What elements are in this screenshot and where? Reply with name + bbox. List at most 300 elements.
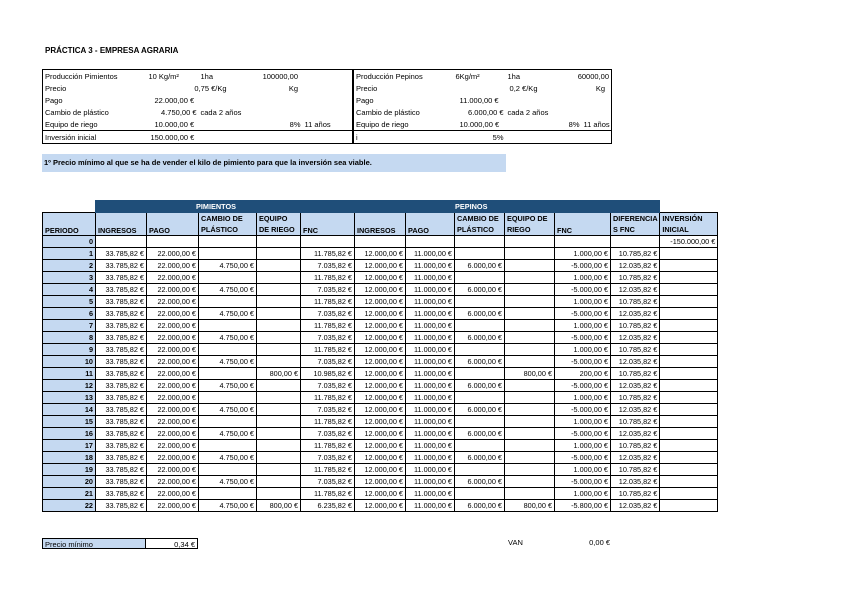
cell-plastico — [199, 320, 257, 332]
cell-diferencia: 12.035,82 € — [611, 356, 660, 368]
header-riego: EQUIPO DE RIEGO — [257, 213, 301, 236]
header-diferencia: DIFERENCIA S FNC — [611, 213, 660, 236]
cell-ingresos: 33.785,82 € — [96, 356, 147, 368]
info-value: 10 Kg/m² — [148, 71, 179, 81]
cell-ingresos-pepinos: 12.000,00 € — [355, 404, 406, 416]
cell-plastico — [199, 296, 257, 308]
info-value: 6.000,00 € — [468, 107, 504, 117]
info-label: Cambio de plástico — [356, 107, 420, 117]
cell-pago-pepinos: 11.000,00 € — [406, 332, 455, 344]
info-label: Pago — [45, 95, 63, 105]
info-value: 5% — [454, 131, 506, 144]
cell-fnc: 7.035,82 € — [301, 260, 355, 272]
cell-riego — [257, 404, 301, 416]
cell-pago-pepinos: 11.000,00 € — [406, 488, 455, 500]
cell-fnc-pepinos: -5.000,00 € — [555, 308, 611, 320]
cell-plastico — [199, 344, 257, 356]
cell-plastico-pepinos: 6.000,00 € — [455, 476, 505, 488]
cell-plastico — [199, 464, 257, 476]
info-value: 6Kg/m² — [455, 71, 480, 81]
cell-inversion — [660, 284, 718, 296]
cell-diferencia: 10.785,82 € — [611, 272, 660, 284]
cell-fnc: 7.035,82 € — [301, 428, 355, 440]
cell-plastico-pepinos — [455, 248, 505, 260]
cell-inversion — [660, 272, 718, 284]
cell-pago-pepinos: 11.000,00 € — [406, 452, 455, 464]
pepinos-info-table — [353, 69, 612, 144]
cell-riego-pepinos — [505, 248, 555, 260]
cell-pago — [147, 236, 199, 248]
cell-ingresos-pepinos: 12.000,00 € — [355, 500, 406, 512]
header-plastico-pepinos: CAMBIO DE PLÁSTICO — [455, 213, 505, 236]
cell-diferencia: 10.785,82 € — [611, 392, 660, 404]
cell-periodo: 8 — [43, 332, 96, 344]
info-row-inversion — [43, 131, 353, 144]
cell-inversion — [660, 500, 718, 512]
info-row-precio — [354, 82, 612, 94]
cell-ingresos: 33.785,82 € — [96, 452, 147, 464]
table-row — [43, 368, 718, 380]
info-row-plastico — [354, 106, 612, 118]
cell-ingresos: 33.785,82 € — [96, 380, 147, 392]
cell-inversion — [660, 440, 718, 452]
cell-plastico-pepinos — [455, 344, 505, 356]
cell-periodo: 16 — [43, 428, 96, 440]
cell-plastico-pepinos: 6.000,00 € — [455, 260, 505, 272]
cell-riego-pepinos — [505, 272, 555, 284]
van-value: 0,00 € — [589, 538, 610, 547]
cell-plastico-pepinos: 6.000,00 € — [455, 356, 505, 368]
page-title: PRÁCTICA 3 - EMPRESA AGRARIA — [45, 46, 179, 55]
cell-riego-pepinos — [505, 488, 555, 500]
cell-riego-pepinos — [505, 344, 555, 356]
cell-ingresos: 33.785,82 € — [96, 404, 147, 416]
cell-plastico-pepinos: 6.000,00 € — [455, 428, 505, 440]
cell-inversion — [660, 356, 718, 368]
cell-ingresos-pepinos: 12.000,00 € — [355, 296, 406, 308]
cell-inversion — [660, 428, 718, 440]
cell-fnc-pepinos: -5.000,00 € — [555, 380, 611, 392]
cell-ingresos-pepinos: 12.000,00 € — [355, 260, 406, 272]
cell-ingresos-pepinos: 12.000,00 € — [355, 272, 406, 284]
cell-fnc: 11.785,82 € — [301, 320, 355, 332]
cell-diferencia: 12.035,82 € — [611, 380, 660, 392]
cell-riego-pepinos — [505, 452, 555, 464]
info-value: 8% — [568, 119, 580, 129]
cell-plastico — [199, 248, 257, 260]
cell-riego-pepinos — [505, 236, 555, 248]
cell-diferencia: 10.785,82 € — [611, 440, 660, 452]
cell-fnc-pepinos: 1.000,00 € — [555, 416, 611, 428]
cell-fnc: 7.035,82 € — [301, 380, 355, 392]
cell-fnc: 7.035,82 € — [301, 308, 355, 320]
cell-periodo: 11 — [43, 368, 96, 380]
cell-ingresos: 33.785,82 € — [96, 344, 147, 356]
cell-pago: 22.000,00 € — [147, 320, 199, 332]
cell-plastico: 4.750,00 € — [199, 356, 257, 368]
cell-inversion — [660, 452, 718, 464]
cell-diferencia: 10.785,82 € — [611, 368, 660, 380]
cell-plastico-pepinos — [455, 368, 505, 380]
cell-riego-pepinos — [505, 332, 555, 344]
table-row — [43, 296, 718, 308]
cell-ingresos: 33.785,82 € — [96, 416, 147, 428]
cell-riego — [257, 296, 301, 308]
question-banner: 1º Precio mínimo al que se ha de vender el kilo de pimiento para que la inversión sea viable. — [42, 154, 506, 172]
cell-riego — [257, 356, 301, 368]
cell-pago: 22.000,00 € — [147, 356, 199, 368]
cell-riego — [257, 476, 301, 488]
cell-riego-pepinos — [505, 356, 555, 368]
info-value: 11 años — [583, 119, 610, 129]
info-value: 22.000,00 € — [154, 95, 195, 105]
cell-fnc-pepinos: -5.000,00 € — [555, 452, 611, 464]
table-row — [43, 320, 718, 332]
cell-inversion — [660, 332, 718, 344]
info-value: 0,2 €/Kg — [509, 83, 538, 93]
header-inversion: INVERSIÓN INICIAL — [660, 213, 718, 236]
cell-inversion: -150.000,00 € — [660, 236, 718, 248]
info-value: 150.000,00 € — [147, 131, 257, 144]
cell-riego — [257, 284, 301, 296]
cell-fnc: 11.785,82 € — [301, 344, 355, 356]
header-ingresos-pepinos: INGRESOS — [355, 213, 406, 236]
cell-ingresos: 33.785,82 € — [96, 320, 147, 332]
cell-riego — [257, 344, 301, 356]
info-row-produccion — [43, 70, 353, 83]
cell-periodo: 18 — [43, 452, 96, 464]
cell-diferencia — [611, 236, 660, 248]
header-pago: PAGO — [147, 213, 199, 236]
info-value: 8% — [289, 119, 301, 129]
cell-fnc: 11.785,82 € — [301, 416, 355, 428]
cell-periodo: 20 — [43, 476, 96, 488]
group-header-row — [43, 201, 718, 213]
cell-periodo: 21 — [43, 488, 96, 500]
van-label: VAN — [508, 538, 523, 547]
cell-riego: 800,00 € — [257, 500, 301, 512]
table-row — [43, 404, 718, 416]
cell-pago-pepinos: 11.000,00 € — [406, 476, 455, 488]
table-row — [43, 344, 718, 356]
cell-riego — [257, 320, 301, 332]
cell-pago-pepinos: 11.000,00 € — [406, 284, 455, 296]
cell-periodo: 12 — [43, 380, 96, 392]
info-label: Inversión inicial — [43, 131, 147, 144]
cell-fnc-pepinos: 1.000,00 € — [555, 344, 611, 356]
cell-ingresos: 33.785,82 € — [96, 476, 147, 488]
cell-pago-pepinos: 11.000,00 € — [406, 356, 455, 368]
cell-ingresos: 33.785,82 € — [96, 308, 147, 320]
cell-fnc-pepinos — [555, 236, 611, 248]
precio-minimo-label: Precio mínimo — [42, 538, 146, 549]
cell-ingresos-pepinos: 12.000,00 € — [355, 476, 406, 488]
cell-pago-pepinos: 11.000,00 € — [406, 440, 455, 452]
cell-fnc-pepinos: 1.000,00 € — [555, 296, 611, 308]
cell-ingresos: 33.785,82 € — [96, 368, 147, 380]
info-row-produccion — [354, 70, 612, 83]
cell-pago-pepinos: 11.000,00 € — [406, 296, 455, 308]
cell-plastico-pepinos: 6.000,00 € — [455, 380, 505, 392]
cell-fnc-pepinos: 200,00 € — [555, 368, 611, 380]
info-value: 10.000,00 € — [459, 119, 500, 129]
cell-riego — [257, 260, 301, 272]
cell-inversion — [660, 308, 718, 320]
table-row — [43, 392, 718, 404]
cell-pago-pepinos: 11.000,00 € — [406, 404, 455, 416]
cell-pago: 22.000,00 € — [147, 332, 199, 344]
cell-pago: 22.000,00 € — [147, 440, 199, 452]
cell-riego-pepinos — [505, 284, 555, 296]
cell-pago-pepinos: 11.000,00 € — [406, 428, 455, 440]
cell-fnc: 7.035,82 € — [301, 452, 355, 464]
cell-pago-pepinos: 11.000,00 € — [406, 500, 455, 512]
cell-pago: 22.000,00 € — [147, 404, 199, 416]
cell-riego — [257, 488, 301, 500]
cell-inversion — [660, 248, 718, 260]
cell-plastico-pepinos: 6.000,00 € — [455, 308, 505, 320]
cell-ingresos-pepinos: 12.000,00 € — [355, 464, 406, 476]
cell-pago: 22.000,00 € — [147, 260, 199, 272]
info-value: 1ha — [200, 71, 214, 81]
cell-plastico-pepinos — [455, 464, 505, 476]
cell-ingresos-pepinos: 12.000,00 € — [355, 332, 406, 344]
info-label: Pago — [356, 95, 374, 105]
cell-pago: 22.000,00 € — [147, 272, 199, 284]
table-row — [43, 464, 718, 476]
cell-fnc: 7.035,82 € — [301, 404, 355, 416]
cell-ingresos: 33.785,82 € — [96, 284, 147, 296]
cell-pago: 22.000,00 € — [147, 488, 199, 500]
cell-ingresos: 33.785,82 € — [96, 296, 147, 308]
cell-plastico-pepinos — [455, 272, 505, 284]
cell-riego-pepinos — [505, 464, 555, 476]
cell-plastico: 4.750,00 € — [199, 452, 257, 464]
cell-fnc: 6.235,82 € — [301, 500, 355, 512]
cell-riego — [257, 440, 301, 452]
cell-fnc — [301, 236, 355, 248]
table-row — [43, 248, 718, 260]
cell-pago-pepinos: 11.000,00 € — [406, 392, 455, 404]
cell-riego-pepinos — [505, 440, 555, 452]
cell-pago-pepinos: 11.000,00 € — [406, 320, 455, 332]
cell-pago: 22.000,00 € — [147, 380, 199, 392]
cell-fnc-pepinos: 1.000,00 € — [555, 248, 611, 260]
cell-pago: 22.000,00 € — [147, 344, 199, 356]
cell-periodo: 19 — [43, 464, 96, 476]
info-value: 4.750,00 € — [161, 107, 197, 117]
cell-ingresos: 33.785,82 € — [96, 392, 147, 404]
cell-ingresos: 33.785,82 € — [96, 272, 147, 284]
cell-inversion — [660, 296, 718, 308]
cell-plastico: 4.750,00 € — [199, 404, 257, 416]
cell-plastico-pepinos — [455, 236, 505, 248]
cell-plastico: 4.750,00 € — [199, 260, 257, 272]
cell-inversion — [660, 392, 718, 404]
cell-ingresos: 33.785,82 € — [96, 464, 147, 476]
cell-fnc-pepinos: 1.000,00 € — [555, 320, 611, 332]
cell-fnc: 11.785,82 € — [301, 440, 355, 452]
info-value: 60000,00 — [577, 71, 610, 81]
cell-periodo: 14 — [43, 404, 96, 416]
cell-periodo: 2 — [43, 260, 96, 272]
cell-riego — [257, 452, 301, 464]
info-label: Precio — [45, 83, 67, 93]
cell-diferencia: 12.035,82 € — [611, 428, 660, 440]
info-row-riego — [354, 118, 612, 131]
cell-pago-pepinos: 11.000,00 € — [406, 416, 455, 428]
cell-riego — [257, 464, 301, 476]
cell-ingresos: 33.785,82 € — [96, 248, 147, 260]
cell-fnc-pepinos: 1.000,00 € — [555, 488, 611, 500]
info-label: i — [354, 131, 454, 144]
table-row — [43, 380, 718, 392]
cell-fnc-pepinos: -5.000,00 € — [555, 260, 611, 272]
cell-ingresos-pepinos: 12.000,00 € — [355, 488, 406, 500]
cell-plastico-pepinos — [455, 296, 505, 308]
cell-fnc-pepinos: -5.000,00 € — [555, 356, 611, 368]
cell-diferencia: 12.035,82 € — [611, 500, 660, 512]
info-row-interes — [354, 131, 612, 144]
cell-plastico: 4.750,00 € — [199, 476, 257, 488]
cell-riego-pepinos — [505, 392, 555, 404]
cell-ingresos: 33.785,82 € — [96, 488, 147, 500]
info-label: Producción Pepinos — [356, 71, 423, 81]
cell-fnc-pepinos: 1.000,00 € — [555, 392, 611, 404]
info-value: 11.000,00 € — [459, 95, 499, 105]
cell-pago: 22.000,00 € — [147, 392, 199, 404]
table-row — [43, 284, 718, 296]
cell-plastico-pepinos: 6.000,00 € — [455, 332, 505, 344]
cell-pago: 22.000,00 € — [147, 248, 199, 260]
cell-pago-pepinos: 11.000,00 € — [406, 344, 455, 356]
cell-plastico — [199, 236, 257, 248]
cell-plastico: 4.750,00 € — [199, 284, 257, 296]
info-row-plastico — [43, 106, 353, 118]
header-fnc: FNC — [301, 213, 355, 236]
cell-plastico-pepinos: 6.000,00 € — [455, 500, 505, 512]
cell-riego-pepinos — [505, 416, 555, 428]
cell-riego — [257, 392, 301, 404]
info-row-riego — [43, 118, 353, 131]
cell-periodo: 9 — [43, 344, 96, 356]
cell-ingresos-pepinos: 12.000,00 € — [355, 248, 406, 260]
cell-plastico — [199, 368, 257, 380]
cell-pago-pepinos: 11.000,00 € — [406, 464, 455, 476]
table-row — [43, 452, 718, 464]
cell-plastico-pepinos: 6.000,00 € — [455, 284, 505, 296]
cell-periodo: 1 — [43, 248, 96, 260]
info-label: Equipo de riego — [45, 119, 98, 129]
table-row — [43, 356, 718, 368]
cell-fnc-pepinos: -5.000,00 € — [555, 404, 611, 416]
cell-fnc: 11.785,82 € — [301, 488, 355, 500]
cell-riego-pepinos — [505, 380, 555, 392]
header-pago-pepinos: PAGO — [406, 213, 455, 236]
cell-plastico-pepinos — [455, 320, 505, 332]
info-label: Cambio de plástico — [45, 107, 109, 117]
cell-fnc-pepinos: 1.000,00 € — [555, 440, 611, 452]
cell-diferencia: 12.035,82 € — [611, 284, 660, 296]
cell-plastico-pepinos — [455, 392, 505, 404]
info-value: Kg — [595, 83, 606, 93]
cell-fnc: 11.785,82 € — [301, 296, 355, 308]
cell-periodo: 13 — [43, 392, 96, 404]
cell-pago: 22.000,00 € — [147, 476, 199, 488]
cell-periodo: 15 — [43, 416, 96, 428]
cell-periodo: 7 — [43, 320, 96, 332]
cell-diferencia: 10.785,82 € — [611, 464, 660, 476]
cell-riego — [257, 416, 301, 428]
cell-pago: 22.000,00 € — [147, 452, 199, 464]
cell-fnc: 11.785,82 € — [301, 392, 355, 404]
cell-diferencia: 12.035,82 € — [611, 332, 660, 344]
cell-inversion — [660, 320, 718, 332]
cell-riego-pepinos — [505, 320, 555, 332]
cell-periodo: 4 — [43, 284, 96, 296]
cell-pago-pepinos: 11.000,00 € — [406, 308, 455, 320]
info-label: Producción Pimientos — [45, 71, 118, 81]
cell-plastico — [199, 392, 257, 404]
cell-pago: 22.000,00 € — [147, 284, 199, 296]
cell-fnc: 10.985,82 € — [301, 368, 355, 380]
cell-plastico-pepinos: 6.000,00 € — [455, 452, 505, 464]
cell-fnc: 11.785,82 € — [301, 272, 355, 284]
cell-diferencia: 10.785,82 € — [611, 320, 660, 332]
info-value: 0,75 €/Kg — [194, 83, 227, 93]
cell-riego-pepinos — [505, 404, 555, 416]
cell-fnc-pepinos: -5.000,00 € — [555, 476, 611, 488]
cell-riego-pepinos — [505, 296, 555, 308]
cell-plastico — [199, 416, 257, 428]
cell-pago: 22.000,00 € — [147, 416, 199, 428]
cell-pago: 22.000,00 € — [147, 428, 199, 440]
cell-plastico-pepinos: 6.000,00 € — [455, 404, 505, 416]
cell-riego: 800,00 € — [257, 368, 301, 380]
cell-ingresos-pepinos: 12.000,00 € — [355, 440, 406, 452]
header-plastico: CAMBIO DE PLÁSTICO — [199, 213, 257, 236]
cell-ingresos-pepinos: 12.000,00 € — [355, 380, 406, 392]
cell-plastico: 4.750,00 € — [199, 332, 257, 344]
cell-riego — [257, 308, 301, 320]
cell-plastico-pepinos — [455, 488, 505, 500]
precio-minimo-value: 0,34 € — [146, 538, 198, 549]
cell-riego-pepinos: 800,00 € — [505, 368, 555, 380]
cell-inversion — [660, 488, 718, 500]
table-row — [43, 416, 718, 428]
info-value: 11 años — [304, 119, 331, 129]
cell-periodo: 0 — [43, 236, 96, 248]
info-row-pago — [354, 94, 612, 106]
cell-diferencia: 10.785,82 € — [611, 248, 660, 260]
cell-inversion — [660, 344, 718, 356]
cell-fnc-pepinos: -5.000,00 € — [555, 284, 611, 296]
cell-inversion — [660, 368, 718, 380]
cell-ingresos-pepinos: 12.000,00 € — [355, 356, 406, 368]
cell-plastico-pepinos — [455, 440, 505, 452]
cell-plastico: 4.750,00 € — [199, 500, 257, 512]
table-row — [43, 428, 718, 440]
cell-fnc: 7.035,82 € — [301, 356, 355, 368]
cashflow-table — [42, 200, 718, 512]
cell-pago: 22.000,00 € — [147, 308, 199, 320]
table-row — [43, 440, 718, 452]
cell-ingresos-pepinos: 12.000,00 € — [355, 320, 406, 332]
cell-diferencia: 10.785,82 € — [611, 344, 660, 356]
info-value: cada 2 años — [507, 107, 549, 117]
cell-inversion — [660, 464, 718, 476]
cell-inversion — [660, 404, 718, 416]
